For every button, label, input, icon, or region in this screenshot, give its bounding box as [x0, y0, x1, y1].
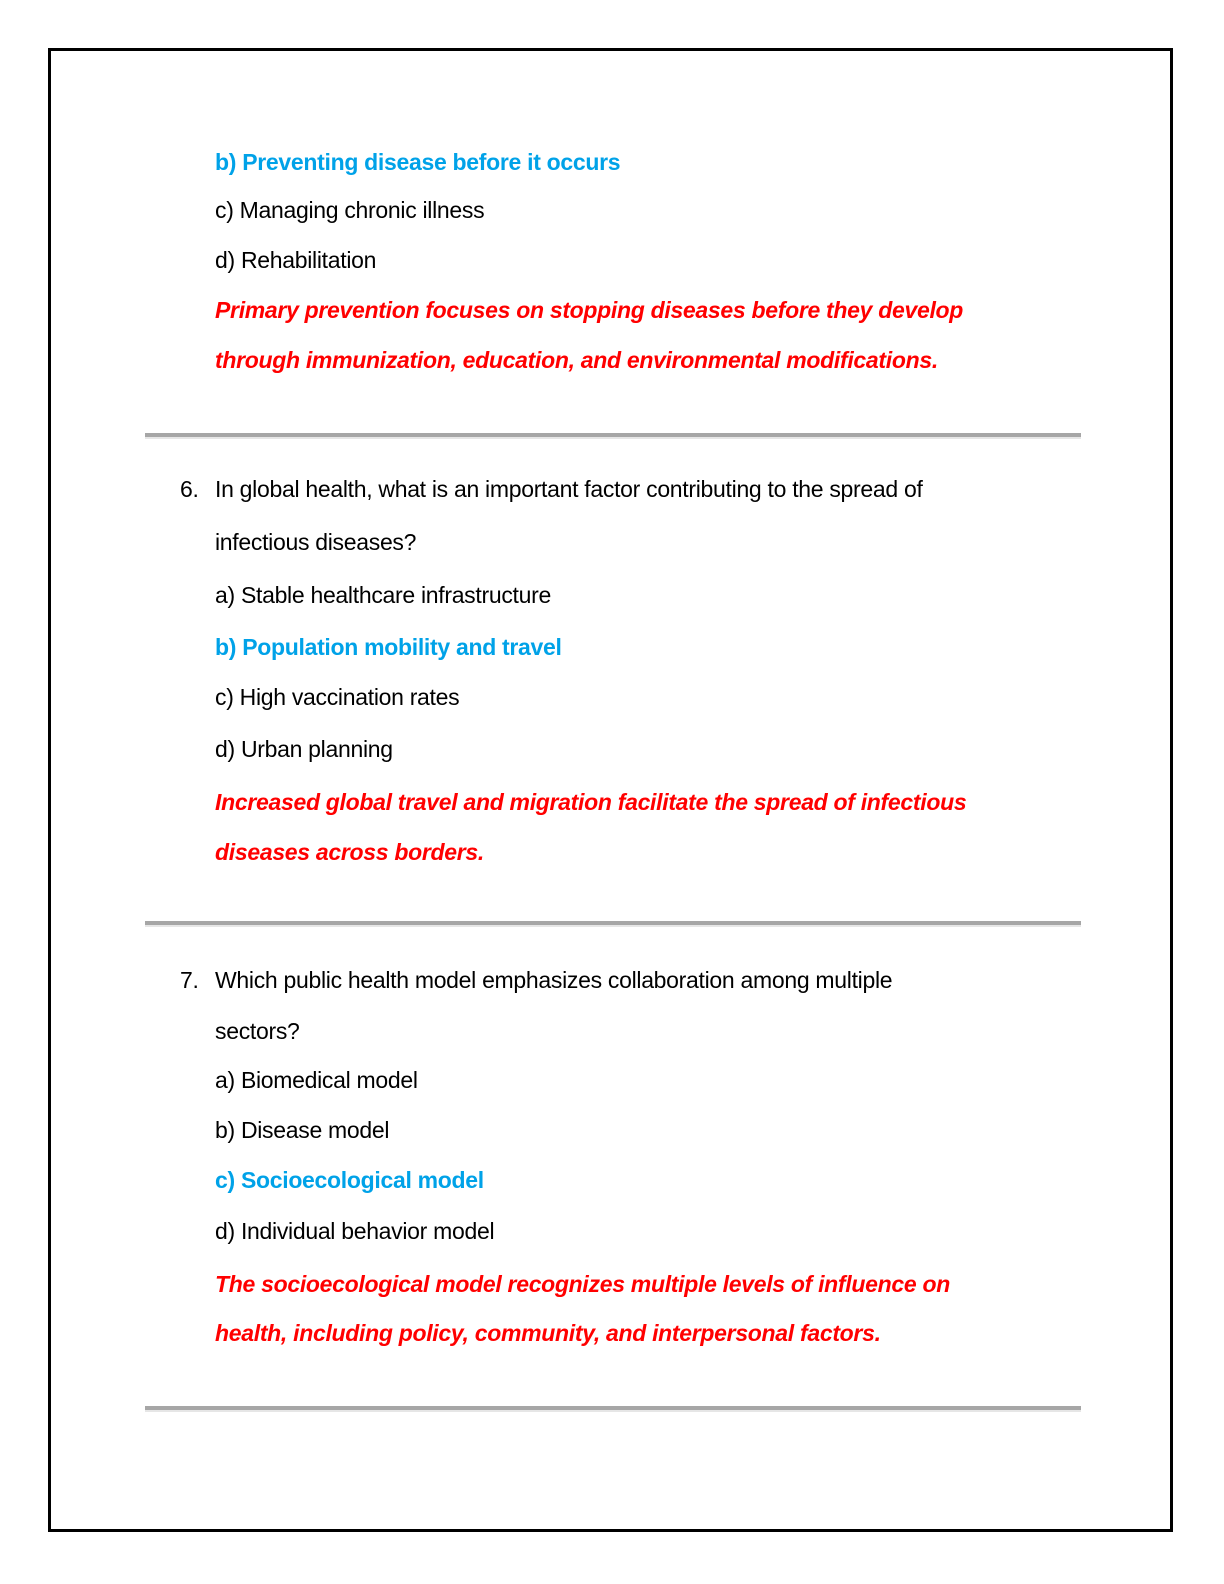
section-divider	[145, 433, 1081, 437]
question-number: 7.	[180, 967, 199, 993]
option-line: a) Biomedical model	[215, 1067, 418, 1093]
explanation-line: The socioecological model recognizes multiple levels of influence on	[215, 1271, 950, 1297]
explanation-line: Primary prevention focuses on stopping diseases before they develop	[215, 297, 964, 323]
section-divider	[145, 1406, 1081, 1410]
question-text-line: In global health, what is an important factor contributing to the spread of	[215, 476, 923, 502]
question-text-line: sectors?	[215, 1018, 300, 1044]
question-number: 6.	[180, 476, 199, 502]
option-line: b) Disease model	[215, 1117, 390, 1143]
option-line: c) High vaccination rates	[215, 684, 460, 710]
option-line: d) Rehabilitation	[215, 247, 377, 273]
explanation-line: diseases across borders.	[215, 839, 484, 865]
question-text-line: Which public health model emphasizes collaboration among multiple	[215, 967, 893, 993]
option-line: d) Urban planning	[215, 736, 393, 762]
option-line: c) Managing chronic illness	[215, 197, 485, 223]
section-divider	[145, 921, 1081, 925]
option-line-correct: c) Socioecological model	[215, 1167, 484, 1193]
question-text-line: infectious diseases?	[215, 529, 417, 555]
explanation-line: health, including policy, community, and interpersonal factors.	[215, 1320, 881, 1346]
option-line: d) Individual behavior model	[215, 1218, 495, 1244]
option-line: a) Stable healthcare infrastructure	[215, 582, 551, 608]
explanation-line: through immunization, education, and environmental modifications.	[215, 347, 938, 373]
explanation-line: Increased global travel and migration facilitate the spread of infectious	[215, 789, 967, 815]
option-line-correct: b) Population mobility and travel	[215, 634, 562, 660]
option-line-correct: b) Preventing disease before it occurs	[215, 149, 621, 175]
